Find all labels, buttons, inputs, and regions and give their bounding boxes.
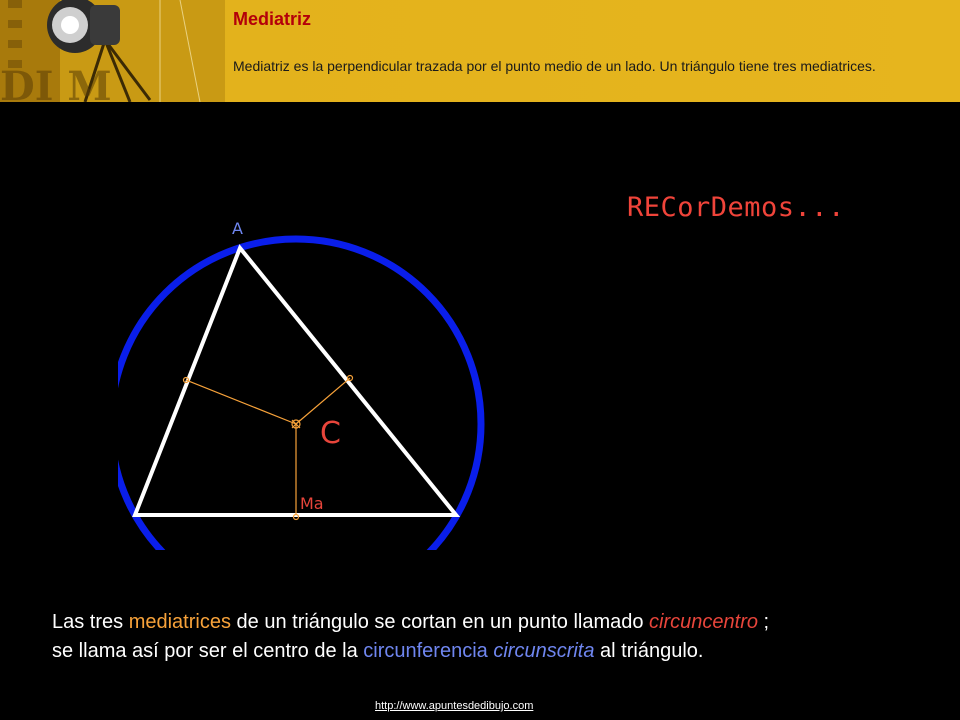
caption-part3: ; <box>757 611 770 633</box>
caption-circunscrita: circunscrita <box>493 640 595 662</box>
caption-circunferencia: circunferencia <box>363 640 488 662</box>
circumcenter-label: C <box>320 416 341 451</box>
midpoint-label-ma: Ma <box>300 494 324 513</box>
caption-circuncentro: circuncentro <box>649 611 758 633</box>
caption-part2: de un triángulo se cortan en un punto llamado <box>230 611 650 633</box>
caption-part1: Las tres <box>52 611 129 633</box>
reminder-heading: RECorDemos... <box>627 192 845 223</box>
caption-part4: se llama así por ser el centro de la <box>52 640 364 662</box>
caption-mediatrices: mediatrices <box>128 611 231 633</box>
page-title: Mediatriz <box>233 9 312 29</box>
vertex-label-a: A <box>232 219 243 238</box>
svg-text:DI M: DI M <box>0 63 112 102</box>
caption-part5: al triángulo. <box>594 640 704 662</box>
footer-link[interactable]: http://www.apuntesdedibujo.com <box>375 700 534 712</box>
mediatrix-ab <box>186 380 296 424</box>
caption-text <box>52 608 932 666</box>
page-description: Mediatriz es la perpendicular trazada por el punto medio de un lado. Un triángulo tiene tres mediatrices. <box>233 58 876 74</box>
